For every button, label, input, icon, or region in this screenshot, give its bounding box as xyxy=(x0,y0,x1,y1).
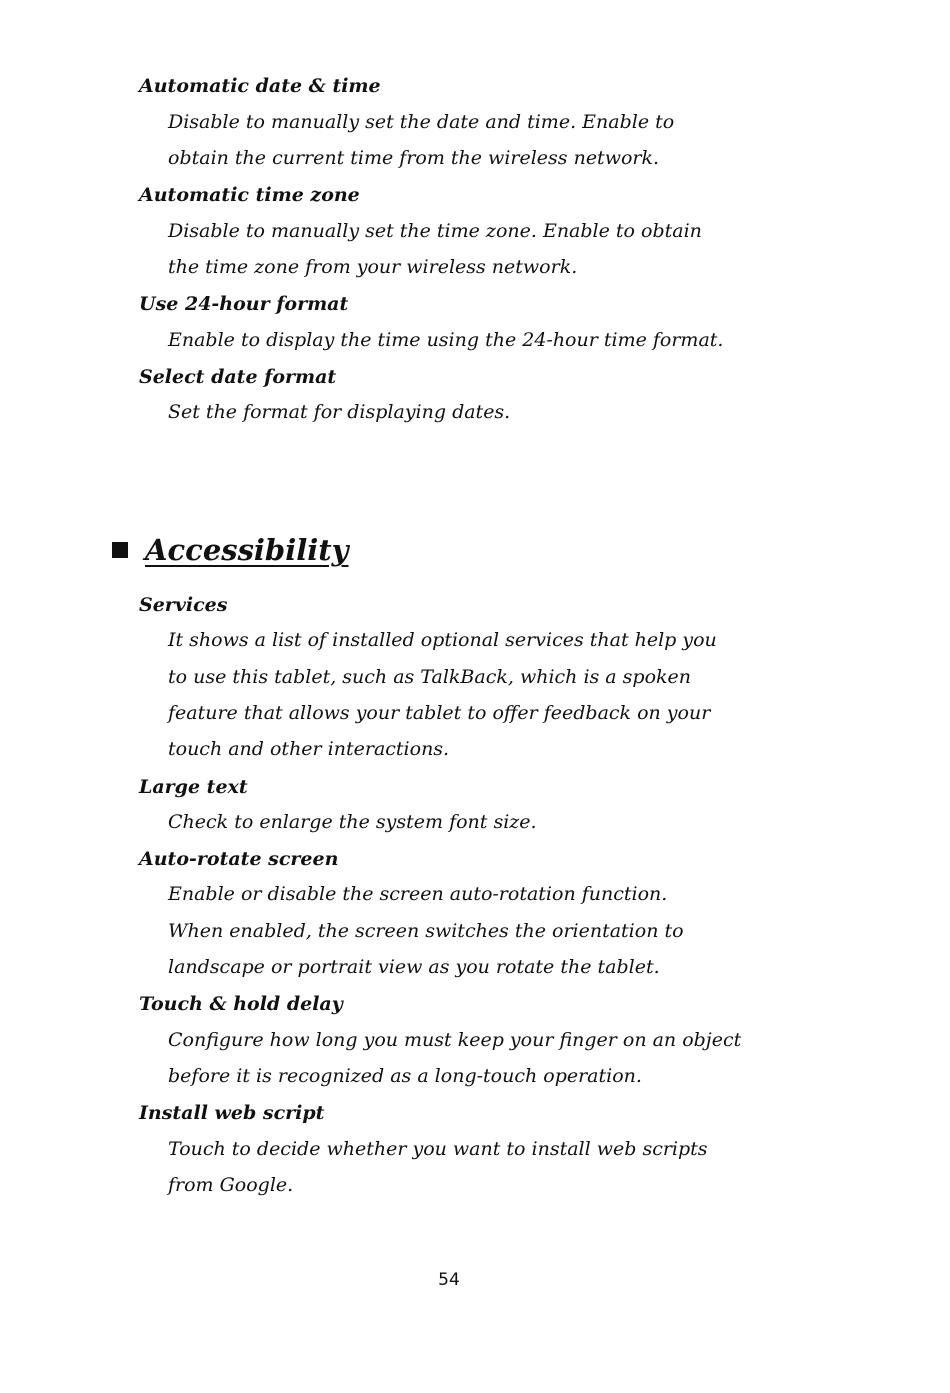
term-install-web-script: Install web script xyxy=(139,1102,325,1124)
description-line: obtain the current time from the wireless network. xyxy=(168,147,660,169)
description-line: touch and other interactions. xyxy=(168,738,450,760)
term-services: Services xyxy=(139,594,228,616)
description-line: Enable to display the time using the 24-hour time format. xyxy=(168,329,724,351)
description-line: Set the format for displaying dates. xyxy=(168,401,511,423)
description-line: landscape or portrait view as you rotate the tablet. xyxy=(168,956,660,978)
description-line: to use this tablet, such as TalkBack, which is a spoken xyxy=(168,666,692,688)
description-line: Touch to decide whether you want to install web scripts xyxy=(168,1138,708,1160)
term-select-date-format: Select date format xyxy=(139,366,337,388)
page-number: 54 xyxy=(438,1270,460,1290)
section-title: Accessibility xyxy=(145,533,349,567)
term-auto-rotate-screen: Auto-rotate screen xyxy=(139,848,339,870)
term-automatic-time-zone: Automatic time zone xyxy=(139,184,360,206)
description-line: before it is recognized as a long-touch operation. xyxy=(168,1065,642,1087)
term-large-text: Large text xyxy=(139,776,248,798)
description-line: the time zone from your wireless network. xyxy=(168,256,578,278)
description-line: Disable to manually set the time zone. Enable to obtain xyxy=(168,220,702,242)
description-line: It shows a list of installed optional services that help you xyxy=(168,629,717,651)
description-line: Enable or disable the screen auto-rotation function. xyxy=(168,883,668,905)
term-touch-hold-delay: Touch & hold delay xyxy=(139,993,343,1015)
description-line: Configure how long you must keep your finger on an object xyxy=(168,1029,742,1051)
description-line: feature that allows your tablet to offer feedback on your xyxy=(168,702,711,724)
term-use-24-hour-format: Use 24-hour format xyxy=(139,293,349,315)
description-line: When enabled, the screen switches the orientation to xyxy=(168,920,684,942)
description-line: Disable to manually set the date and time. Enable to xyxy=(168,111,675,133)
section-heading-accessibility xyxy=(112,530,349,570)
description-line: Check to enlarge the system font size. xyxy=(168,811,537,833)
description-line: from Google. xyxy=(168,1174,294,1196)
term-automatic-date-time: Automatic date & time xyxy=(139,75,381,97)
square-bullet-icon xyxy=(112,542,128,558)
